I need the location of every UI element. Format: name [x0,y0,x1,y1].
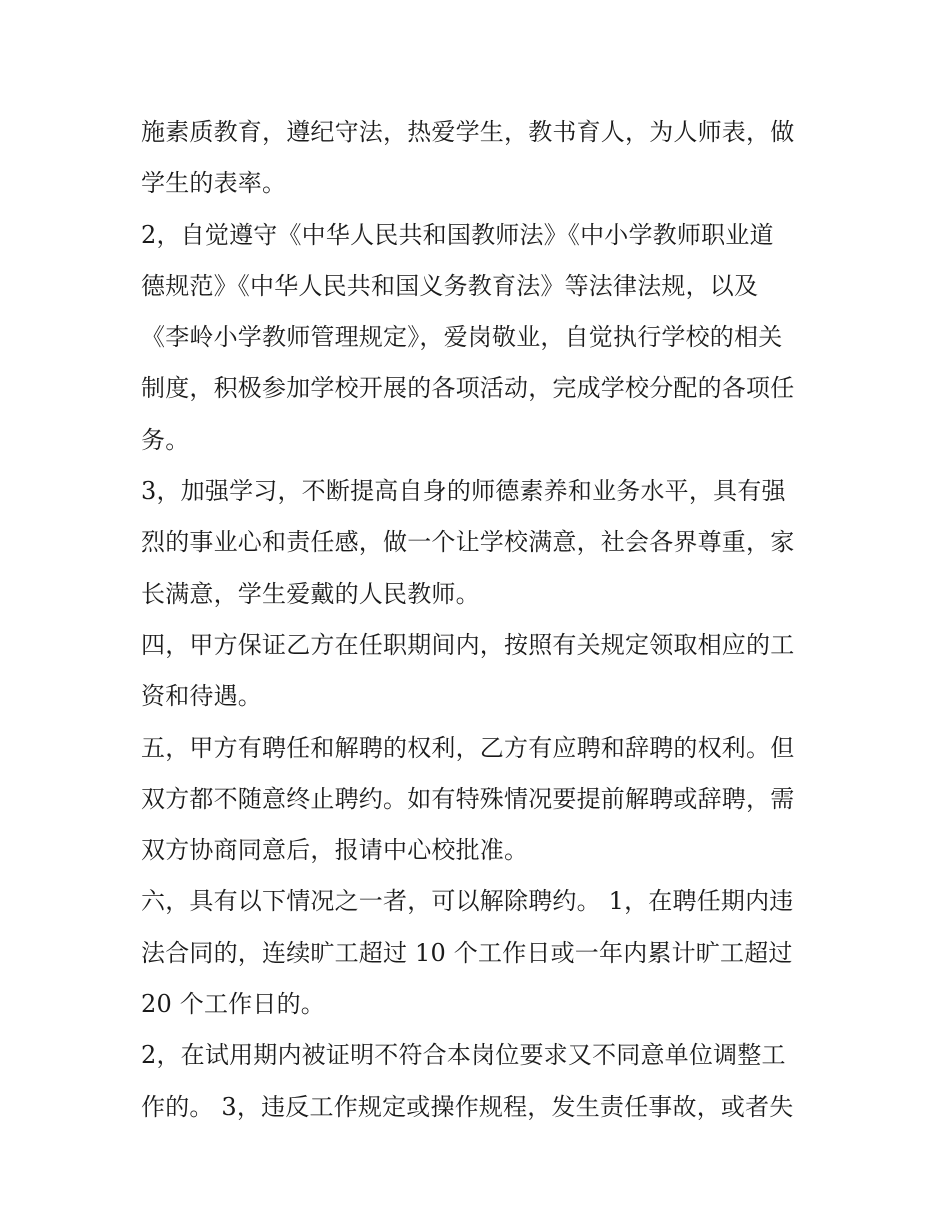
text-line: 四，甲方保证乙方在任职期间内，按照有关规定领取相应的工 [141,630,795,659]
text-line: 烈的事业心和责任感，做一个让学校满意，社会各界尊重，家 [141,528,795,557]
text-line: 制度，积极参加学校开展的各项活动，完成学校分配的各项任 [141,374,795,403]
text-line: 3，加强学习，不断提高自身的师德素养和业务水平，具有强 [141,477,786,506]
text-line: 资和待遇。 [141,682,262,711]
text-line: 双方都不随意终止聘约。如有特殊情况要提前解聘或辞聘，需 [141,784,795,813]
text-line: 务。 [141,425,190,454]
text-line: 法合同的，连续旷工超过 10 个工作日或一年内累计旷工超过 [141,938,793,967]
text-line: 六，具有以下情况之一者，可以解除聘约。 1，在聘任期内违 [141,887,794,916]
text-line: 双方协商同意后，报请中心校批准。 [141,836,529,865]
document-body [141,107,821,1133]
text-line: 2，在试用期内被证明不符合本岗位要求又不同意单位调整工 [141,1041,786,1070]
text-line: 《李岭小学教师管理规定》，爱岗敬业，自觉执行学校的相关 [141,323,783,352]
text-line: 五，甲方有聘任和解聘的权利，乙方有应聘和辞聘的权利。但 [141,733,795,762]
text-line: 学生的表率。 [141,169,287,198]
text-line: 德规范》《中华人民共和国义务教育法》等法律法规，以及 [141,271,759,300]
text-line: 2，自觉遵守《中华人民共和国教师法》《中小学教师职业道 [141,220,774,249]
text-line: 20 个工作日的。 [141,990,325,1019]
text-line: 施素质教育，遵纪守法，热爱学生，教书育人，为人师表，做 [141,118,795,146]
text-line: 长满意，学生爱戴的人民教师。 [141,579,480,608]
text-line: 作的。 3，违反工作规定或操作规程，发生责任事故，或者失 [141,1092,794,1121]
